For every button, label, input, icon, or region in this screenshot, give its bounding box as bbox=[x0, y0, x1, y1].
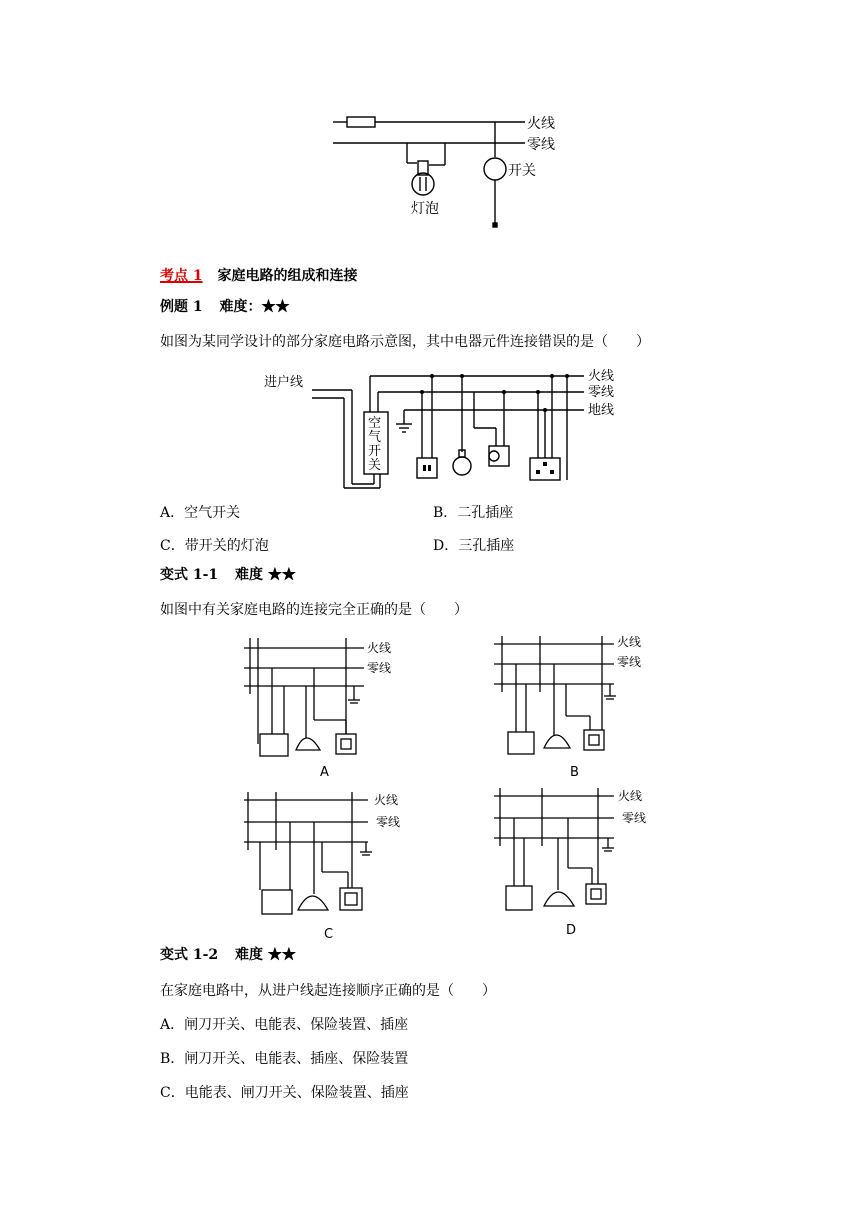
panel-c-diagram bbox=[236, 790, 416, 940]
ex1-inlet-label: 进户线 bbox=[264, 375, 304, 390]
top-switch-label: 开关 bbox=[508, 163, 536, 179]
panel-c-label: C bbox=[324, 927, 334, 940]
ex1-breaker-char-3: 开 bbox=[368, 444, 382, 459]
panel-c-neutral: 零线 bbox=[376, 815, 401, 829]
panel-d-diagram bbox=[486, 786, 666, 936]
example1-question: 如图为某同学设计的部分家庭电路示意图，其中电器元件连接错误的是（ ） bbox=[160, 334, 650, 350]
ex1-breaker-char-2: 气 bbox=[368, 430, 382, 445]
panel-b-label: B bbox=[570, 765, 579, 780]
top-bulb-label: 灯泡 bbox=[411, 201, 439, 217]
panel-b-neutral: 零线 bbox=[617, 655, 642, 669]
panel-b-diagram bbox=[486, 632, 666, 780]
variant12-question: 在家庭电路中，从进户线起连接顺序正确的是（ ） bbox=[160, 983, 496, 999]
panel-d-neutral: 零线 bbox=[622, 811, 647, 825]
variant12-option-c[interactable]: C．电能表、闸刀开关、保险装置、插座 bbox=[160, 1085, 409, 1101]
variant12-option-b[interactable]: B．闸刀开关、电能表、插座、保险装置 bbox=[160, 1051, 409, 1067]
panel-c-live: 火线 bbox=[374, 793, 399, 807]
panel-a-label: A bbox=[320, 765, 329, 780]
variant11-label: 变式 1-1 bbox=[160, 567, 219, 583]
example1-difficulty: 难度：★★ bbox=[219, 299, 290, 315]
variant12-label: 变式 1-2 bbox=[160, 947, 219, 963]
variant11-difficulty: 难度 ★★ bbox=[235, 567, 296, 583]
ex1-breaker-char-4: 关 bbox=[368, 458, 382, 473]
variant12-heading bbox=[160, 946, 296, 964]
top-circuit-diagram bbox=[325, 105, 575, 235]
example1-heading bbox=[160, 298, 290, 316]
example1-label: 例题 1 bbox=[160, 299, 203, 315]
example1-option-d[interactable]: D．三孔插座 bbox=[433, 538, 515, 554]
top-neutral-label: 零线 bbox=[527, 137, 555, 153]
panel-d-live: 火线 bbox=[618, 789, 643, 803]
panel-a-live: 火线 bbox=[367, 641, 392, 655]
ex1-breaker-char-1: 空 bbox=[368, 416, 382, 431]
variant12-option-a[interactable]: A．闸刀开关、电能表、保险装置、插座 bbox=[160, 1017, 409, 1033]
example1-circuit-diagram bbox=[262, 362, 632, 492]
ex1-live-label: 火线 bbox=[588, 369, 615, 384]
variant11-question: 如图中有关家庭电路的连接完全正确的是（ ） bbox=[160, 602, 468, 618]
topic-tag: 考点 1 bbox=[160, 268, 203, 284]
panel-b-live: 火线 bbox=[617, 635, 642, 649]
example1-option-c[interactable]: C．带开关的灯泡 bbox=[160, 538, 269, 554]
topic-heading bbox=[160, 267, 358, 285]
variant12-difficulty: 难度 ★★ bbox=[235, 947, 296, 963]
topic-title: 家庭电路的组成和连接 bbox=[217, 268, 358, 284]
top-live-label: 火线 bbox=[527, 116, 555, 132]
panel-d-label: D bbox=[566, 923, 577, 936]
panel-a-diagram bbox=[236, 634, 416, 782]
panel-a-neutral: 零线 bbox=[367, 661, 392, 675]
ex1-ground-label: 地线 bbox=[588, 403, 615, 418]
ex1-neutral-label: 零线 bbox=[588, 385, 615, 400]
variant11-heading bbox=[160, 566, 296, 584]
example1-option-b[interactable]: B．二孔插座 bbox=[433, 505, 514, 521]
example1-option-a[interactable]: A．空气开关 bbox=[160, 505, 241, 521]
